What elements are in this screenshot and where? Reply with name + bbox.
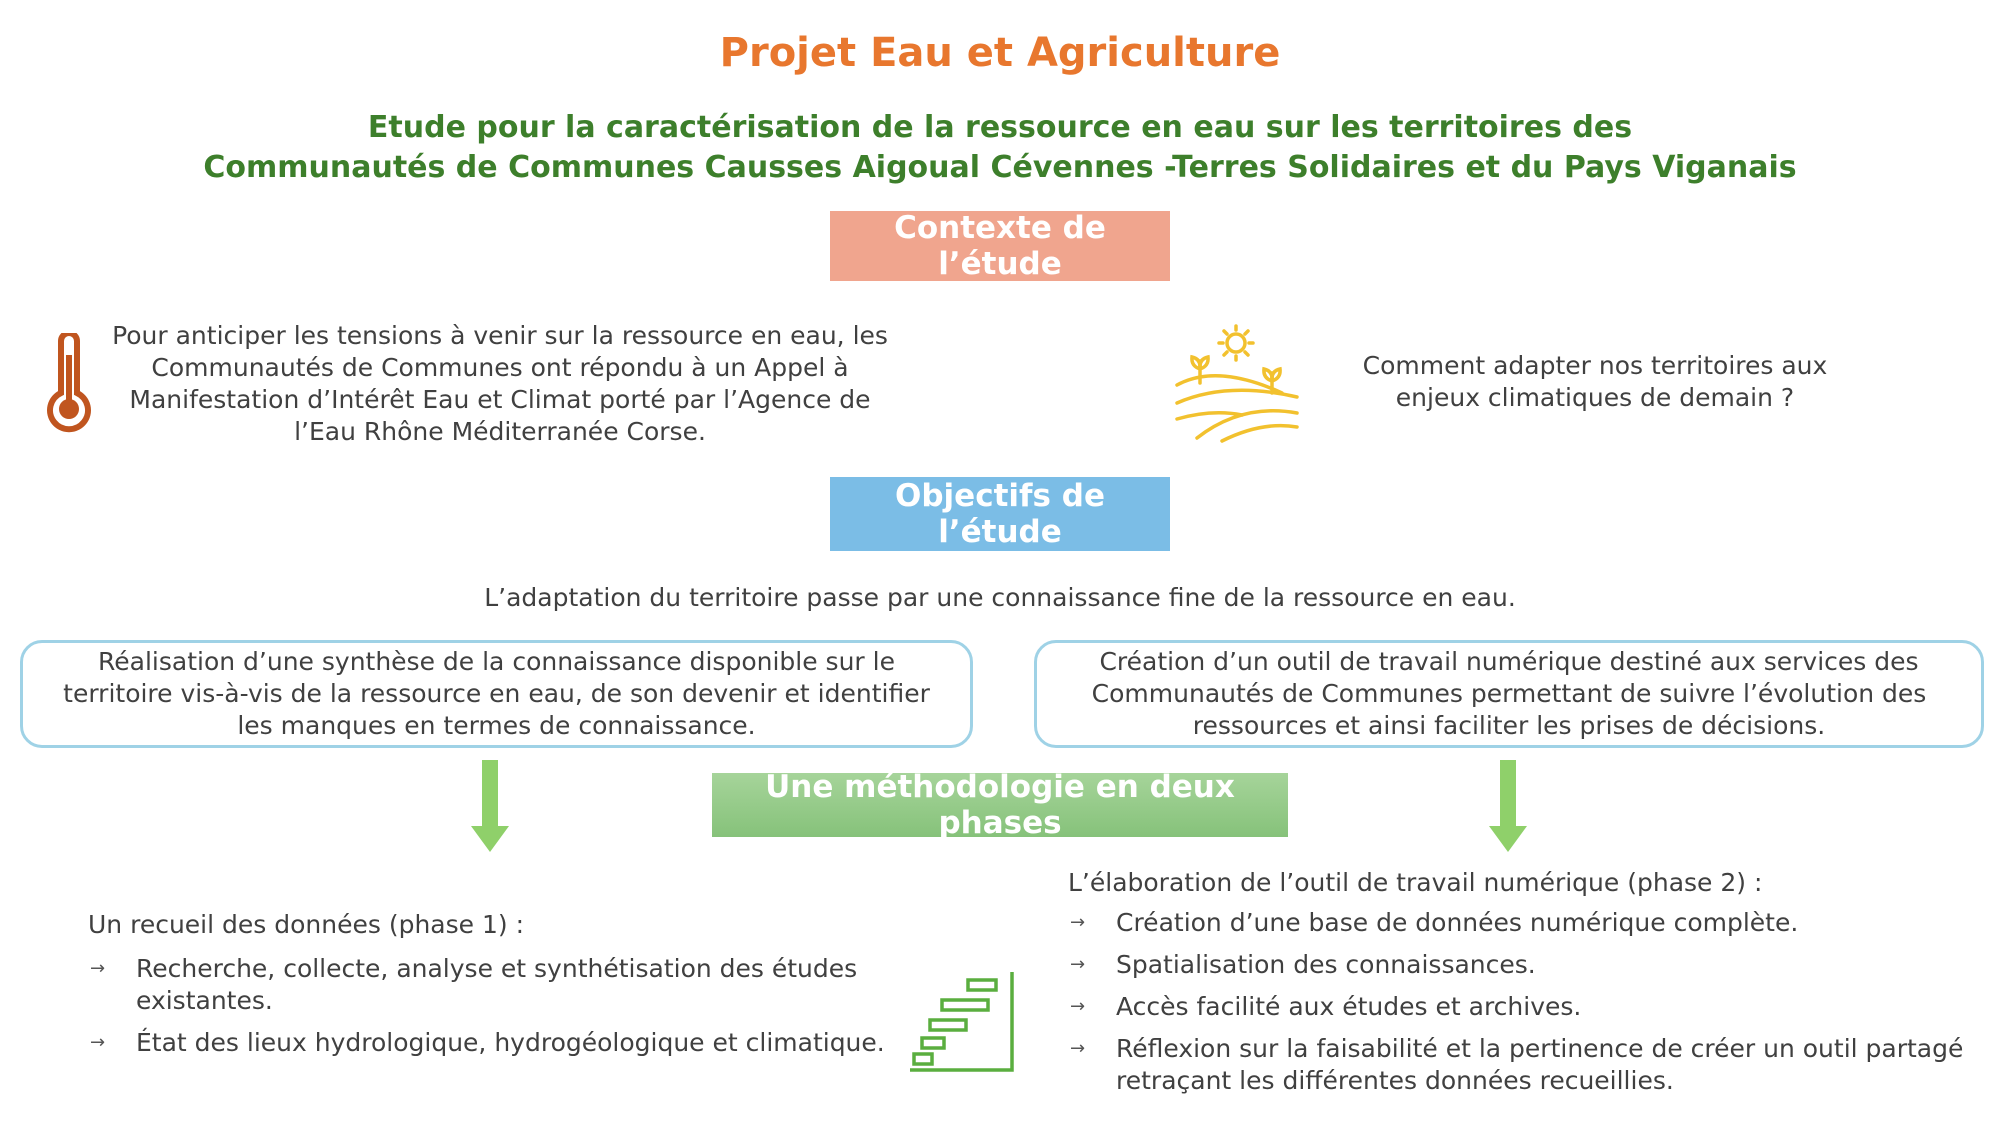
objectifs-intro: L’adaptation du territoire passe par une connaissance fine de la ressource en eau. <box>484 583 1516 612</box>
thermometer-icon <box>46 333 92 433</box>
objective-box-synthesis-text: Réalisation d’une synthèse de la connaissance disponible sur le territoire vis-à-vis de la ressource en eau, de son devenir et identifier les manques en termes de connaissance. <box>63 647 930 740</box>
list-item: → Réflexion sur la faisabilité et la pertinence de créer un outil partagé retraçant les différentes données recueillies. <box>1070 1034 1964 1095</box>
phase-2-list <box>1068 907 1973 1097</box>
subtitle-line-1: Etude pour la caractérisation de la ressource en eau sur les territoires des <box>367 110 1633 145</box>
arrow-bullet-icon: → <box>1070 912 1086 933</box>
phase-1 <box>88 910 888 1069</box>
contexte-left-text: Pour anticiper les tensions à venir sur la ressource en eau, les Communautés de Communes ont répondu à un Appel à Manifestation d’Intérêt Eau et Climat porté par l’Agence de l’Eau Rhône Méditerranée Corse. <box>112 321 888 446</box>
objectifs-banner: Objectifs de l’étude <box>830 477 1170 551</box>
arrow-bullet-icon: → <box>1070 954 1086 975</box>
contexte-right-text: Comment adapter nos territoires aux enjeux climatiques de demain ? <box>1362 351 1828 412</box>
arrow-bullet-icon: → <box>90 1032 106 1053</box>
phase-2-heading: L’élaboration de l’outil de travail numérique (phase 2) : <box>1068 868 1763 897</box>
methodologie-banner: Une méthodologie en deux phases <box>712 773 1288 837</box>
list-item: → État des lieux hydrologique, hydrogéologique et climatique. <box>90 1028 885 1057</box>
arrow-down-icon <box>1489 760 1527 856</box>
list-item: → Recherche, collecte, analyse et synthétisation des études existantes. <box>90 954 858 1015</box>
list-item: → Spatialisation des connaissances. <box>1070 950 1536 979</box>
fields-sun-icon <box>1172 323 1302 443</box>
arrow-down-icon <box>471 760 509 856</box>
gantt-stairs-icon <box>908 968 1016 1072</box>
list-item: → Accès facilité aux études et archives. <box>1070 992 1582 1021</box>
arrow-bullet-icon: → <box>1070 1038 1086 1059</box>
list-item: → Création d’une base de données numérique complète. <box>1070 908 1799 937</box>
page-subtitle <box>0 108 2000 188</box>
arrow-bullet-icon: → <box>1070 996 1086 1017</box>
subtitle-line-2: Communautés de Communes Causses Aigoual Cévennes -Terres Solidaires et du Pays Viganais <box>203 150 1797 185</box>
phase-1-heading: Un recueil des données (phase 1) : <box>88 910 524 939</box>
page-title: Projet Eau et Agriculture <box>719 30 1281 76</box>
arrow-bullet-icon: → <box>90 958 106 979</box>
objective-box-digital-tool-text: Création d’un outil de travail numérique destiné aux services des Communautés de Communes permettant de suivre l’évolution des ressources et ainsi faciliter les prises de décisions. <box>1091 647 1927 740</box>
phase-1-list <box>88 953 888 1059</box>
objective-box-digital-tool <box>1034 640 1984 748</box>
objective-box-synthesis <box>20 640 973 748</box>
phase-2 <box>1068 868 1973 1107</box>
contexte-banner: Contexte de l’étude <box>830 211 1170 281</box>
